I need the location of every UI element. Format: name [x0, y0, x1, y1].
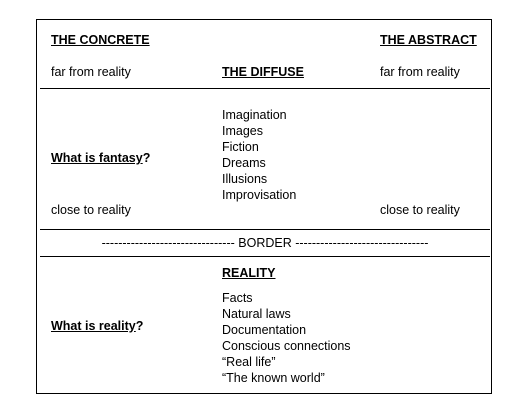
close-to-reality-right: close to reality [380, 203, 460, 217]
list-item: Improvisation [222, 188, 297, 202]
far-from-reality-right: far from reality [380, 65, 460, 79]
reality-question-text: What is reality [51, 319, 136, 333]
reality-question [51, 318, 143, 334]
list-item: “The known world” [222, 371, 325, 385]
list-item: Fiction [222, 140, 259, 154]
divider-border-top [40, 229, 490, 230]
diffuse-heading: THE DIFFUSE [222, 65, 304, 79]
divider-border-bottom [40, 256, 490, 257]
list-item: Conscious connections [222, 339, 351, 353]
fantasy-question-text: What is fantasy [51, 151, 143, 165]
list-item: Natural laws [222, 307, 291, 321]
reality-heading: REALITY [222, 266, 276, 280]
close-to-reality-left: close to reality [51, 203, 131, 217]
list-item: Facts [222, 291, 253, 305]
fantasy-question [51, 150, 150, 166]
reality-question-mark: ? [135, 319, 144, 333]
list-item: Documentation [222, 323, 307, 337]
list-item: Illusions [222, 172, 268, 186]
reality-list [222, 290, 351, 386]
divider-top [40, 88, 490, 89]
fantasy-question-mark: ? [142, 151, 151, 165]
abstract-heading: THE ABSTRACT [380, 33, 477, 47]
list-item: Images [222, 124, 263, 138]
far-from-reality-left: far from reality [51, 65, 131, 79]
concrete-heading: THE CONCRETE [51, 33, 150, 47]
list-item: Dreams [222, 156, 266, 170]
list-item: Imagination [222, 108, 287, 122]
list-item: “Real life” [222, 355, 276, 369]
border-label: -------------------------------- BORDER -------------------------------- [101, 236, 429, 250]
fantasy-list [222, 107, 296, 203]
